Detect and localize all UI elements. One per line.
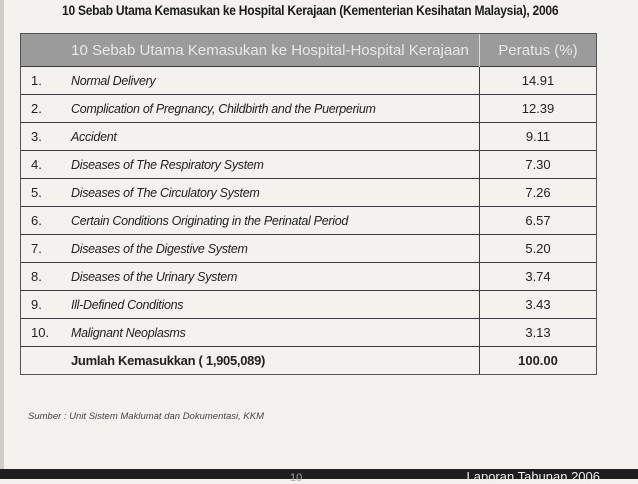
- total-number-cell: [21, 347, 71, 375]
- row-percentage: 9.11: [480, 123, 597, 151]
- row-number: 6.: [21, 207, 71, 235]
- row-number: 3.: [21, 123, 71, 151]
- table-row: [21, 319, 596, 347]
- row-cause: Diseases of The Circulatory System: [71, 179, 480, 207]
- total-label: Jumlah Kemasukkan ( 1,905,089): [71, 347, 480, 375]
- page-title: 10 Sebab Utama Kemasukan ke Hospital Kerajaan (Kementerian Kesihatan Malaysia), 2006: [62, 2, 559, 18]
- row-cause: Ill-Defined Conditions: [71, 291, 480, 319]
- row-cause: Diseases of The Respiratory System: [71, 151, 480, 179]
- table-row: [21, 123, 596, 151]
- table-total-row: [21, 347, 596, 375]
- table-row: [21, 235, 596, 263]
- footer-band: [0, 469, 638, 484]
- total-percentage: 100.00: [480, 347, 597, 375]
- table-row: [21, 179, 596, 207]
- table-row: [21, 151, 596, 179]
- row-percentage: 7.26: [480, 179, 597, 207]
- row-number: 4.: [21, 151, 71, 179]
- row-number: 1.: [21, 67, 71, 95]
- row-cause: Diseases of the Urinary System: [71, 263, 480, 291]
- table-row: [21, 263, 596, 291]
- row-number: 8.: [21, 263, 71, 291]
- row-percentage: 7.30: [480, 151, 597, 179]
- row-cause: Malignant Neoplasms: [71, 319, 480, 347]
- page-margin-shadow: [0, 0, 4, 479]
- source-note: Sumber : Unit Sistem Maklumat dan Dokumentasi, KKM: [28, 411, 265, 422]
- row-percentage: 5.20: [480, 235, 597, 263]
- row-percentage: 12.39: [480, 95, 597, 123]
- table-header-percentage: Peratus (%): [480, 34, 597, 67]
- report-name: Laporan Tahunan 2006: [466, 469, 600, 484]
- row-cause: Complication of Pregnancy, Childbirth and the Puerperium: [71, 95, 480, 123]
- row-percentage: 3.74: [480, 263, 597, 291]
- row-cause: Diseases of the Digestive System: [71, 235, 480, 263]
- row-number: 2.: [21, 95, 71, 123]
- table-row: [21, 95, 596, 123]
- row-percentage: 6.57: [480, 207, 597, 235]
- admissions-table: [20, 33, 597, 375]
- table-header-title: 10 Sebab Utama Kemasukan ke Hospital-Hospital Kerajaan: [21, 34, 480, 67]
- row-cause: Normal Delivery: [71, 67, 480, 95]
- row-cause: Accident: [71, 123, 480, 151]
- row-percentage: 14.91: [480, 67, 597, 95]
- row-percentage: 3.43: [480, 291, 597, 319]
- table-row: [21, 67, 596, 95]
- row-cause: Certain Conditions Originating in the Perinatal Period: [71, 207, 480, 235]
- table-row: [21, 207, 596, 235]
- table-header-row: [21, 34, 596, 67]
- row-number: 5.: [21, 179, 71, 207]
- table-row: [21, 291, 596, 319]
- row-number: 9.: [21, 291, 71, 319]
- row-number: 7.: [21, 235, 71, 263]
- row-percentage: 3.13: [480, 319, 597, 347]
- page-number: 10: [290, 472, 303, 484]
- row-number: 10.: [21, 319, 71, 347]
